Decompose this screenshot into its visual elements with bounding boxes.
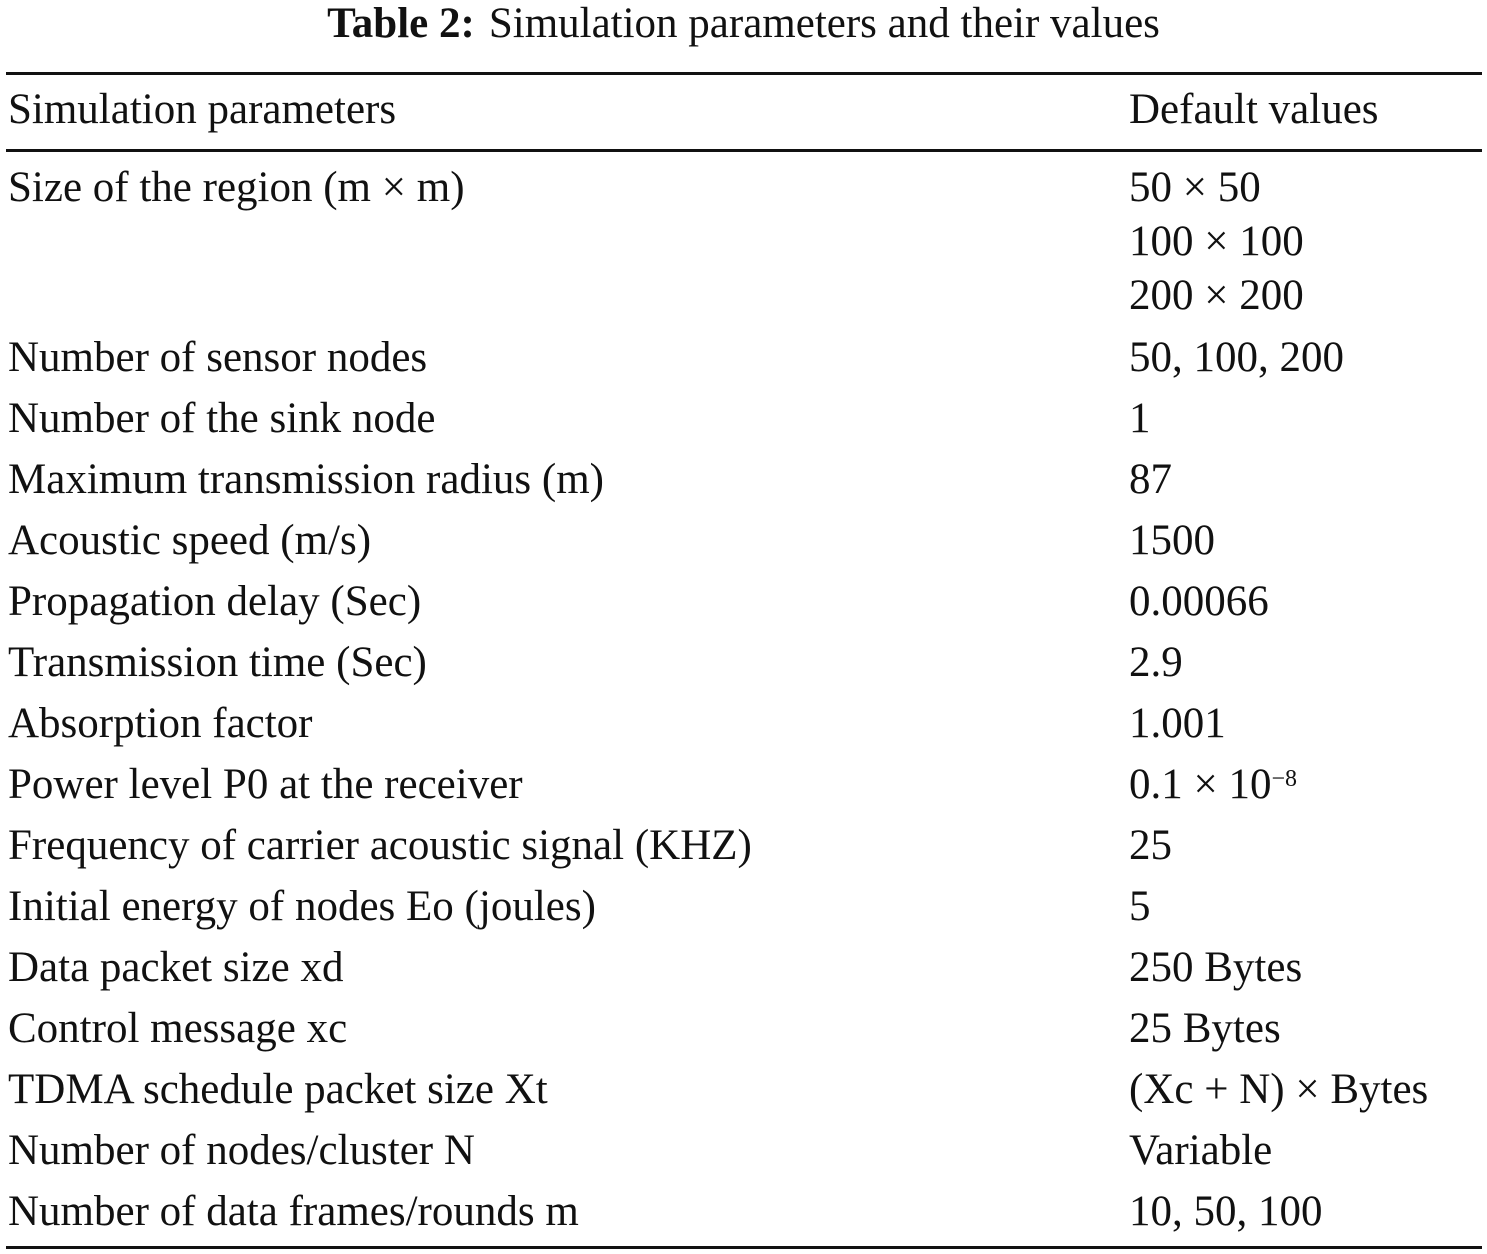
value-propagation-delay: 0.00066: [1129, 578, 1269, 625]
param-propagation-delay: Propagation delay (Sec): [8, 578, 422, 625]
bottom-rule: [6, 1246, 1482, 1249]
value-absorption-factor: 1.001: [1129, 700, 1226, 747]
value-power-level: [1129, 761, 1297, 809]
param-initial-energy: Initial energy of nodes Eo (joules): [8, 883, 596, 930]
value-number-of-sensor-nodes: 50, 100, 200: [1129, 334, 1344, 381]
param-acoustic-speed: Acoustic speed (m/s): [8, 517, 372, 564]
table-caption: [0, 0, 1487, 50]
value-nodes-per-cluster: Variable: [1129, 1127, 1273, 1174]
value-line: 100 × 100: [1129, 218, 1304, 265]
value-initial-energy: 5: [1129, 883, 1151, 930]
value-power-level-exponent: −8: [1271, 766, 1298, 792]
value-power-level-base: 0.1 × 10: [1129, 761, 1272, 808]
value-line: 200 × 200: [1129, 272, 1304, 319]
param-number-of-sensor-nodes: Number of sensor nodes: [8, 334, 428, 381]
header-default-values: Default values: [1129, 86, 1379, 133]
value-control-message: 25 Bytes: [1129, 1005, 1281, 1052]
value-max-transmission-radius: 87: [1129, 456, 1172, 503]
value-tdma-schedule-packet-size: (Xc + N) × Bytes: [1129, 1066, 1429, 1113]
header-rule: [6, 149, 1482, 152]
param-transmission-time: Transmission time (Sec): [8, 639, 427, 686]
param-size-of-region: Size of the region (m × m): [8, 164, 465, 211]
param-absorption-factor: Absorption factor: [8, 700, 313, 747]
value-acoustic-speed: 1500: [1129, 517, 1215, 564]
param-data-frames-rounds: Number of data frames/rounds m: [8, 1188, 579, 1235]
value-data-frames-rounds: 10, 50, 100: [1129, 1188, 1323, 1235]
value-line: 50 × 50: [1129, 164, 1261, 211]
top-rule: [6, 72, 1482, 75]
param-nodes-per-cluster: Number of nodes/cluster N: [8, 1127, 475, 1174]
caption-label: Table 2:: [327, 0, 475, 47]
value-number-of-sink-node: 1: [1129, 395, 1151, 442]
param-max-transmission-radius: Maximum transmission radius (m): [8, 456, 604, 503]
value-size-of-region: [1129, 164, 1304, 320]
param-data-packet-size: Data packet size xd: [8, 944, 344, 991]
caption-title: Simulation parameters and their values: [488, 0, 1160, 47]
value-carrier-frequency: 25: [1129, 822, 1172, 869]
value-transmission-time: 2.9: [1129, 639, 1183, 686]
value-data-packet-size: 250 Bytes: [1129, 944, 1303, 991]
param-tdma-schedule-packet-size: TDMA schedule packet size Xt: [8, 1066, 548, 1113]
param-number-of-sink-node: Number of the sink node: [8, 395, 436, 442]
param-control-message: Control message xc: [8, 1005, 348, 1052]
param-carrier-frequency: Frequency of carrier acoustic signal (KHZ): [8, 822, 752, 869]
param-power-level: Power level P0 at the receiver: [8, 761, 523, 808]
header-parameters: Simulation parameters: [8, 86, 397, 133]
